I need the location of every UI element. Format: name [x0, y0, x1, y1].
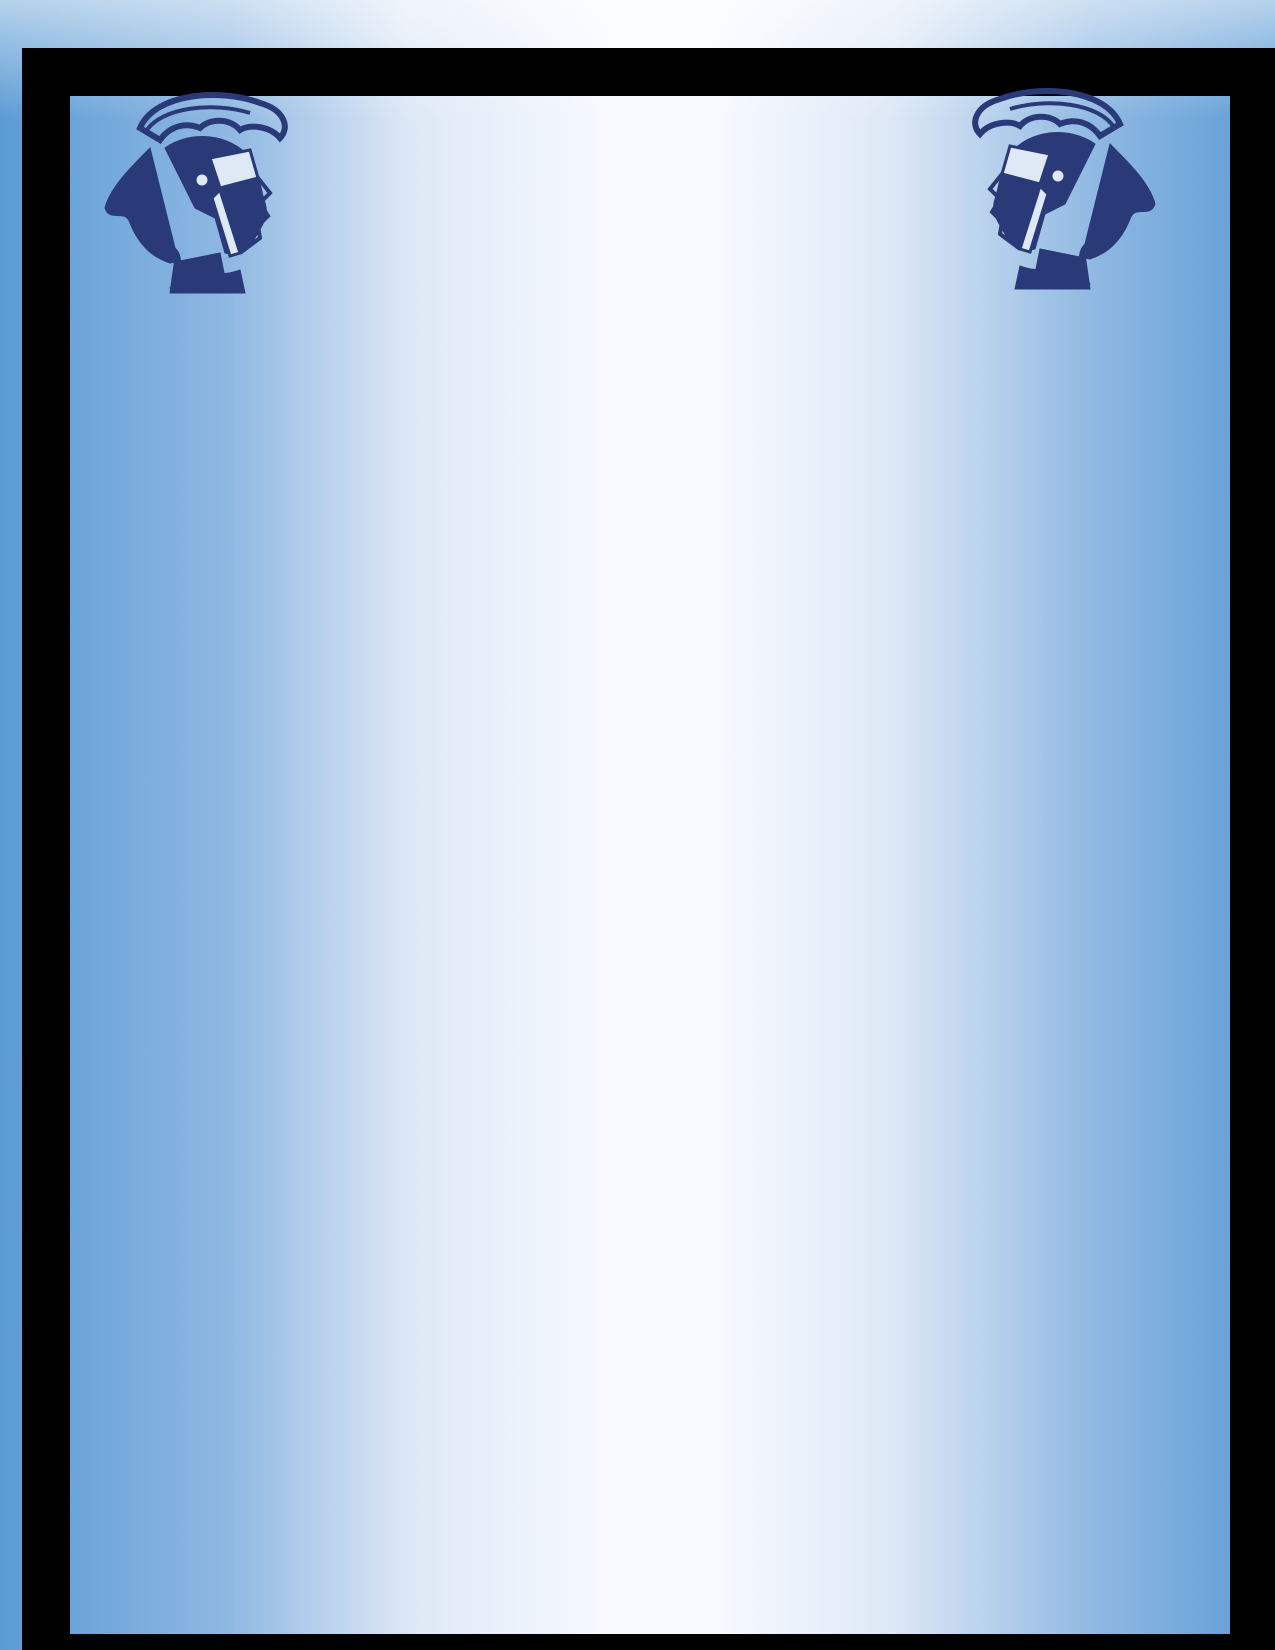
- greek-key-border-right: [1230, 48, 1275, 1650]
- trojan-helmet-icon: [100, 88, 300, 298]
- spacer: [115, 482, 1227, 509]
- trojan-helmet-icon: [960, 84, 1160, 294]
- bulletin-header: [380, 145, 900, 173]
- announcements: [115, 428, 1227, 536]
- spacer: [115, 455, 1227, 482]
- greek-key-border-left: [22, 48, 70, 1650]
- greek-key-border-bottom: [22, 1634, 1275, 1650]
